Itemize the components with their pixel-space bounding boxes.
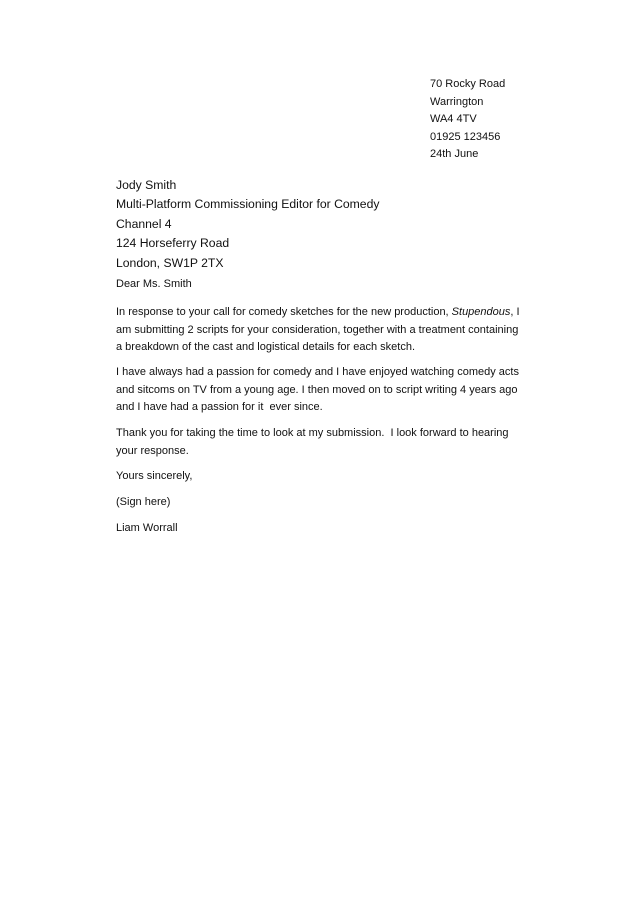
paragraph-1 bbox=[116, 304, 526, 357]
letter-date: 24th June bbox=[430, 148, 479, 161]
closing: Yours sincerely, bbox=[116, 470, 193, 482]
recipient-city-postcode: London, SW1P 2TX bbox=[116, 255, 224, 270]
sender-postcode: WA4 4TV bbox=[430, 113, 477, 126]
sender-phone: 01925 123456 bbox=[430, 130, 501, 143]
sender-address bbox=[430, 76, 505, 164]
paragraph-2 bbox=[116, 364, 526, 417]
paragraph-3-line-2: your response. bbox=[116, 444, 189, 457]
paragraph-1-line-3: a breakdown of the cast and logistical details for each sketch. bbox=[116, 341, 416, 354]
signature-placeholder: (Sign here) bbox=[116, 496, 171, 508]
sender-street: 70 Rocky Road bbox=[430, 78, 506, 90]
paragraph-2-line-2: and sitcoms on TV from a young age. I then moved on to script writing 4 years ago bbox=[116, 383, 518, 396]
recipient-street: 124 Horseferry Road bbox=[116, 236, 230, 251]
production-title: Stupendous bbox=[451, 306, 511, 318]
paragraph-1-line-1-before: In response to your call for comedy sketches for the new production, bbox=[116, 306, 452, 318]
recipient-name: Jody Smith bbox=[116, 178, 177, 192]
paragraph-3-line-1: Thank you for taking the time to look at my submission. I look forward to hearing bbox=[116, 427, 509, 439]
paragraph-2-line-3: and I have had a passion for it ever since. bbox=[116, 401, 323, 414]
salutation: Dear Ms. Smith bbox=[116, 278, 192, 290]
signatory-name: Liam Worrall bbox=[116, 522, 178, 534]
sender-town: Warrington bbox=[430, 95, 484, 108]
recipient-title: Multi-Platform Commissioning Editor for Comedy bbox=[116, 197, 380, 212]
recipient-address bbox=[116, 176, 379, 273]
paragraph-1-line-1-after: , I bbox=[510, 306, 520, 318]
paragraph-3 bbox=[116, 425, 526, 460]
paragraph-1-line-1 bbox=[116, 304, 526, 322]
recipient-company: Channel 4 bbox=[116, 216, 172, 231]
paragraph-1-line-2: am submitting 2 scripts for your consideration, together with a treatment containing bbox=[116, 323, 519, 336]
paragraph-2-line-1: I have always had a passion for comedy and I have enjoyed watching comedy acts bbox=[116, 366, 519, 378]
